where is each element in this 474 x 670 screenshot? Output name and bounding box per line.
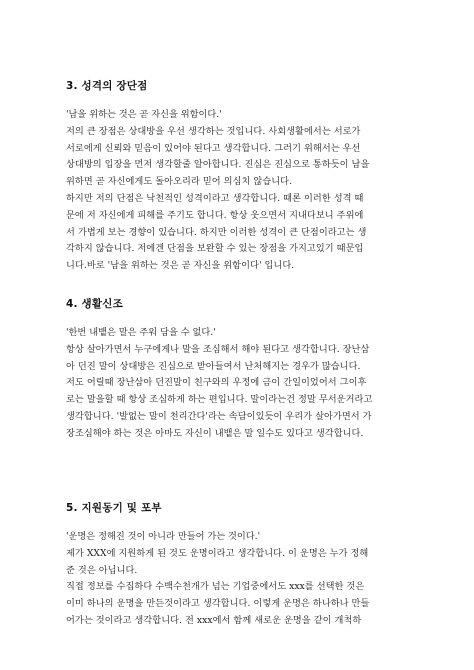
body-line: 아 던진 말이 상대방은 진심으로 받아들여서 난처해지는 경우가 많습니다.: [66, 360, 361, 372]
body-line: 상대방의 입장을 먼저 생각할줄 알아합니다. 진심은 진심으로 통하듯이 남을: [66, 159, 370, 171]
section-quote: '남을 위하는 것은 곧 자신을 위함이다.': [66, 109, 222, 120]
section-strengths-weaknesses: [66, 78, 420, 275]
section-heading: 4. 생활신조: [66, 298, 123, 310]
body-line: 로는 말을할 때 항상 조심하게 하는 편입니다. 말이라는건 정말 무서운거라고: [66, 394, 373, 406]
section-quote: '한번 내뱉은 말은 주워 담을 수 없다.': [66, 327, 216, 338]
section-body: [66, 124, 420, 275]
body-line: 어가는 것이라고 생각합니다. 전 xxx에서 함께 새로운 운명을 같이 개척하: [66, 614, 362, 626]
body-line: 생각합니다. '발없는 말이 천리간다'라는 속담이있듯이 우리가 살아가면서 가: [66, 410, 372, 422]
section-body: [66, 342, 420, 443]
body-line: 서 가볍게 보는 경향이 있습니다. 하지만 이러한 성격이 큰 단점이라고는 생: [66, 226, 367, 238]
body-line: 저의 큰 장점은 상대방을 우선 생각하는 것입니다. 사회생활에서는 서로가: [66, 125, 361, 137]
body-line: 이미 하나의 운명을 만든것이라고 생각합니다. 이렇게 운명은 하나하나 만들: [66, 598, 370, 610]
body-line: 제가 XXX에 지원하게 된 것도 운명이라고 생각합니다. 이 운명은 누가 정해: [66, 547, 369, 559]
section-heading: 3. 성격의 장단점: [66, 80, 148, 92]
body-line: 문에 저 자신에게 피해를 주기도 합니다. 항상 웃으면서 지내다보니 주위에: [66, 209, 364, 221]
section-quote: '운명은 정해진 것이 아니라 만들어 가는 것이다.': [66, 531, 261, 542]
body-line: 준 것은 아닙니다.: [66, 564, 138, 576]
body-line: 저도 어릴때 장난삼아 던진말이 친구와의 우정에 금이 간일이었어서 그이후: [66, 377, 367, 389]
section-life-motto: [66, 296, 420, 443]
section-body: [66, 546, 420, 630]
body-line: 위하면 곧 자신에게도 돌아오리라 믿어 의심치 않습니다.: [66, 176, 293, 188]
body-line: 직접 정보를 수집하다 수백수천개가 넘는 기업중에서도 xxx를 선택한 것은: [66, 581, 365, 593]
body-line: 각하지 않습니다. 저에겐 단점을 보완할 수 있는 장점을 가지고있기 때문입: [66, 243, 364, 255]
body-line: 장조심해야 하는 것은 아마도 자신이 내뱉은 말 일수도 있다고 생각합니다.: [66, 427, 364, 439]
body-line: 니다.바로 '남을 위하는 것은 곧 자신을 위함이다' 입니다.: [66, 260, 295, 272]
body-line: 서로에게 신뢰와 믿음이 있어야 된다고 생각합니다. 그러기 위해서는 우선: [66, 142, 361, 154]
body-line: 하지만 저의 단점은 낙천적인 성격이라고 생각합니다. 때론 이러한 성격 때: [66, 192, 364, 204]
section-motivation-aspiration: [66, 500, 420, 630]
body-line: 항상 살아가면서 누구에게나 말을 조심해서 해야 된다고 생각합니다. 장난삼: [66, 343, 370, 355]
section-heading: 5. 지원동기 및 포부: [66, 502, 162, 514]
